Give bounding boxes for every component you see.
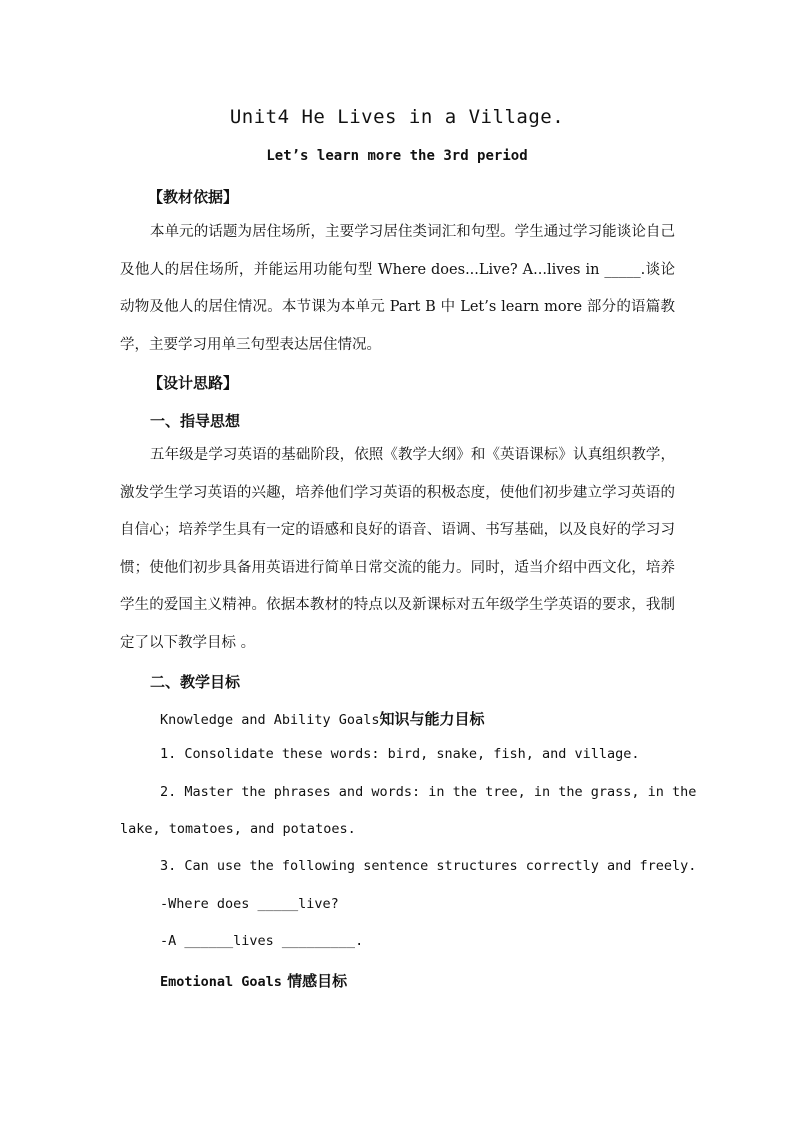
knowledge-goals-heading [160, 708, 484, 729]
paragraph-guiding-thought: 五年级是学习英语的基础阶段，依照《教学大纲》和《英语课标》认真组织教学，激发学生学习英语的兴趣，培养他们学习英语的积极态度，使他们初步建立学习英语的自信心；培养学生具有一定的语感和良好的语音、语调、书写基础，以及良好的学习习惯；使他们初步具备用英语进行简单日常交流的能力。同时，适当介绍中西文化，培养学生的爱国主义精神。依据本教材的特点以及新课标对五年级学生学英语的要求，我制定了以下教学目标 。 [120, 447, 675, 651]
goal-item-1: 1. Consolidate these words: bird, snake, fish, and village. [160, 746, 640, 762]
emotional-goals-heading-zh: 情感目标 [281, 972, 348, 990]
subheading-guiding-thought: 一、指导思想 [150, 412, 241, 430]
sentence-pattern-1: -Where does _____live? [160, 896, 339, 912]
paragraph-textbook-basis: 本单元的话题为居住场所，主要学习居住类词汇和句型。学生通过学习能谈论自己及他人的居住场所，并能运用功能句型 Where does...Live? A...lives in _____.谈论动物及他人的居住情况。本节课为本单元 Part B 中 Let’s learn more 部分的语篇教学，主要学习用单三句型表达居住情况。 [120, 224, 675, 353]
goal-item-2-line-1: 2. Master the phrases and words: in the tree, in the grass, in the [160, 784, 697, 800]
knowledge-goals-heading-en: Knowledge and Ability Goals [160, 712, 380, 728]
subheading-teaching-goals: 二、教学目标 [150, 673, 241, 691]
document-subtitle: Let’s learn more the 3rd period [266, 148, 528, 164]
section-heading-design-idea: 【设计思路】 [148, 374, 239, 392]
emotional-goals-heading [160, 970, 347, 991]
sentence-pattern-2: -A ______lives _________. [160, 933, 364, 949]
knowledge-goals-heading-zh: 知识与能力目标 [379, 710, 485, 728]
document-title: Unit4 He Lives in a Village. [229, 106, 565, 128]
goal-item-2-line-2: lake, tomatoes, and potatoes. [120, 821, 356, 837]
emotional-goals-heading-en: Emotional Goals [160, 974, 282, 990]
section-heading-textbook-basis: 【教材依据】 [148, 188, 239, 206]
goal-item-3: 3. Can use the following sentence structures correctly and freely. [160, 858, 697, 874]
